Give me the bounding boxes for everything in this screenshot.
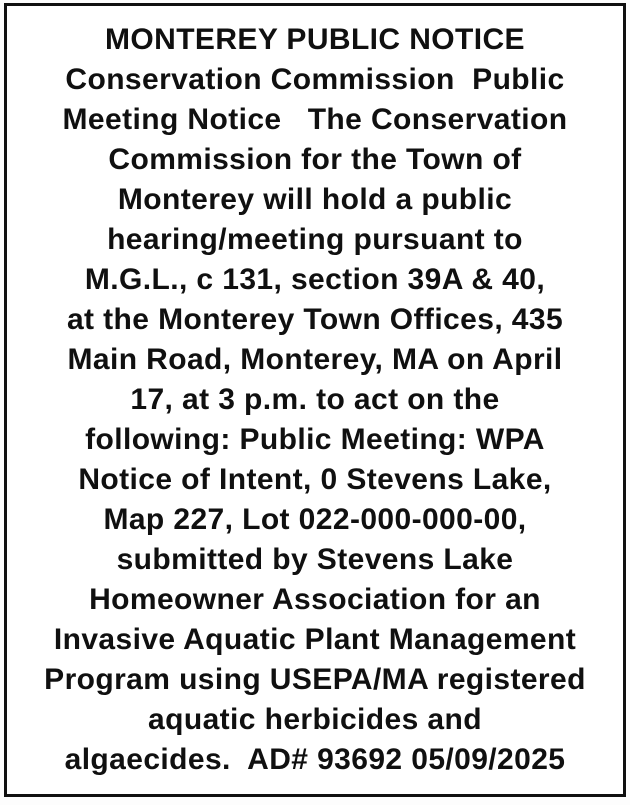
notice-line: Main Road, Monterey, MA on April: [67, 343, 563, 376]
notice-line: Commission for the Town of: [108, 143, 522, 176]
notice-line: Notice of Intent, 0 Stevens Lake,: [78, 463, 552, 496]
notice-line: Conservation Commission Public: [65, 63, 565, 96]
notice-line: Invasive Aquatic Plant Management: [53, 623, 577, 656]
notice-line: at the Monterey Town Offices, 435: [66, 303, 564, 336]
notice-line: submitted by Stevens Lake: [116, 543, 514, 576]
notice-line: following: Public Meeting: WPA: [85, 423, 545, 456]
notice-line: Meeting Notice The Conservation: [62, 103, 568, 136]
notice-border-frame: [4, 3, 626, 797]
notice-line: Program using USEPA/MA registered: [44, 663, 586, 696]
notice-line: 17, at 3 p.m. to act on the: [130, 383, 500, 416]
notice-line: aquatic herbicides and: [148, 703, 482, 736]
notice-line: Homeowner Association for an: [89, 583, 541, 616]
notice-title: MONTEREY PUBLIC NOTICE: [105, 23, 525, 56]
notice-line: Map 227, Lot 022-000-000-00,: [103, 503, 527, 536]
notice-line: hearing/meeting pursuant to: [107, 223, 523, 256]
notice-line: M.G.L., c 131, section 39A & 40,: [84, 263, 546, 296]
notice-ad-number-line: algaecides. AD# 93692 05/09/2025: [64, 743, 566, 776]
notice-line: Monterey will hold a public: [117, 183, 513, 216]
